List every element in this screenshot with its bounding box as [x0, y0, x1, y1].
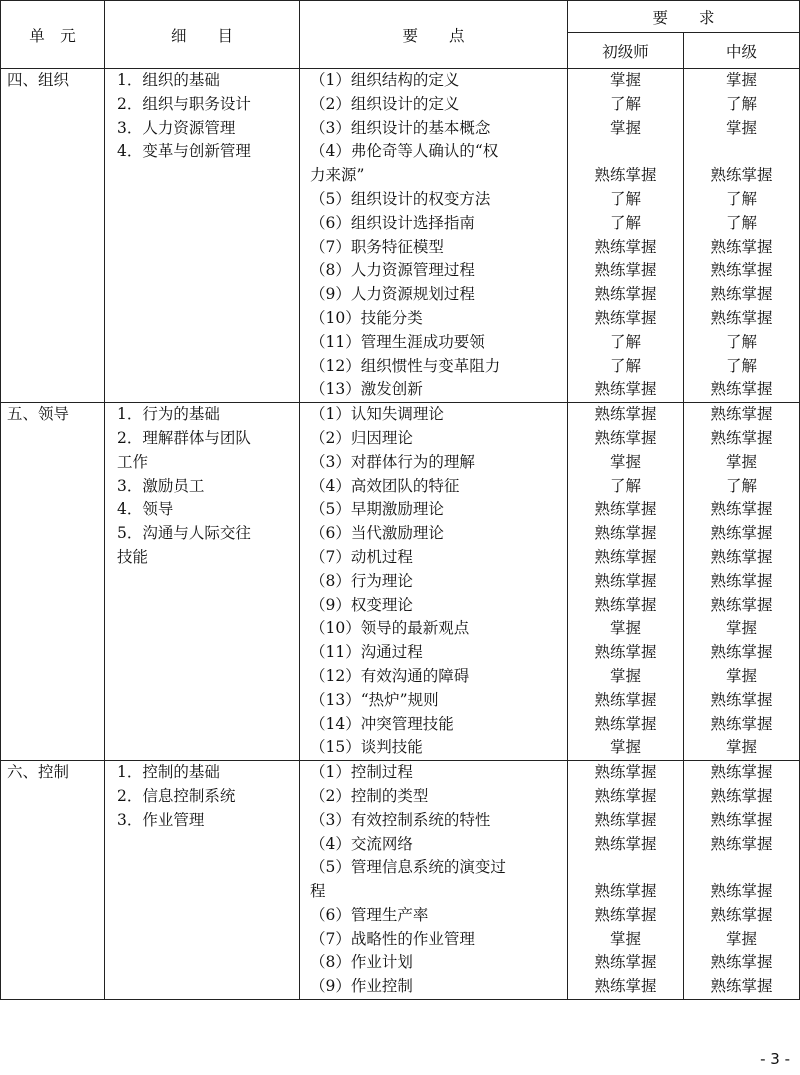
key-point: （14）冲突管理技能: [310, 714, 454, 733]
mid-level: 了解: [726, 332, 758, 351]
junior-level: 熟练掌握: [594, 524, 657, 543]
sub-item: 3．人力资源管理: [117, 118, 236, 137]
spacer: [568, 140, 683, 164]
junior-level: 了解: [609, 189, 641, 208]
key-point: （6）管理生产率: [310, 905, 429, 924]
key-point: （2）控制的类型: [310, 786, 429, 805]
key-point: （11）沟通过程: [310, 643, 423, 662]
unit-cell: [1, 69, 105, 403]
junior-level: 熟练掌握: [594, 547, 657, 566]
junior-level: 熟练掌握: [594, 500, 657, 519]
mid-level: 熟练掌握: [710, 977, 773, 996]
key-point: （9）作业控制: [310, 977, 413, 996]
mid-level: 熟练掌握: [710, 786, 773, 805]
mid-level: 掌握: [726, 738, 758, 757]
unit-cell: [1, 761, 105, 1000]
key-point: （4）交流网络: [310, 834, 413, 853]
mid-level: 了解: [726, 94, 758, 113]
sub-item: 4．领导: [117, 500, 174, 519]
junior-level: 熟练掌握: [594, 714, 657, 733]
junior-level: 熟练掌握: [594, 953, 657, 972]
sub-item: 4．变革与创新管理: [117, 142, 251, 161]
key-point: （5）早期激励理论: [310, 500, 444, 519]
mid-level: 熟练掌握: [710, 595, 773, 614]
junior-level: 了解: [609, 213, 641, 232]
sub-item: 2．信息控制系统: [117, 786, 236, 805]
junior-level: 熟练掌握: [594, 834, 657, 853]
mid-level: 熟练掌握: [710, 882, 773, 901]
section-row: [1, 69, 800, 403]
junior-level: 熟练掌握: [594, 786, 657, 805]
junior-level: 熟练掌握: [594, 285, 657, 304]
junior-level: 熟练掌握: [594, 166, 657, 185]
sub-item: 3．作业管理: [117, 810, 205, 829]
header-mid: 中级: [684, 33, 800, 69]
key-points-cell: [300, 403, 568, 761]
junior-level: 了解: [609, 356, 641, 375]
header-junior: 初级师: [568, 33, 684, 69]
junior-level: 熟练掌握: [594, 905, 657, 924]
sub-item: 5．沟通与人际交往: [117, 524, 251, 543]
junior-requirement-cell: [568, 761, 684, 1000]
key-point: 程: [310, 882, 326, 901]
sub-items-cell: [105, 69, 300, 403]
junior-level: 熟练掌握: [594, 308, 657, 327]
mid-level: 熟练掌握: [710, 237, 773, 256]
header-key: 要 点: [300, 1, 568, 69]
key-point: （1）控制过程: [310, 763, 413, 782]
mid-level: 熟练掌握: [710, 763, 773, 782]
sub-item: 工作: [117, 452, 149, 471]
junior-level: 掌握: [609, 118, 641, 137]
mid-level: 熟练掌握: [710, 571, 773, 590]
header-row: [1, 1, 800, 33]
mid-level: 熟练掌握: [710, 643, 773, 662]
key-point: （8）作业计划: [310, 953, 413, 972]
header-sub: 细 目: [105, 1, 300, 69]
sub-item: 技能: [117, 547, 149, 566]
key-point: （3）组织设计的基本概念: [310, 118, 491, 137]
mid-level: 熟练掌握: [710, 308, 773, 327]
mid-requirement-cell: [684, 69, 800, 403]
mid-level: 熟练掌握: [710, 428, 773, 447]
mid-level: 熟练掌握: [710, 261, 773, 280]
unit-label: 五、领导: [7, 405, 70, 424]
mid-level: 掌握: [726, 929, 758, 948]
mid-level: 熟练掌握: [710, 524, 773, 543]
key-point: （13）“热炉”规则: [310, 690, 439, 709]
key-point: （15）谈判技能: [310, 738, 423, 757]
mid-level: 熟练掌握: [710, 810, 773, 829]
junior-requirement-cell: [568, 69, 684, 403]
junior-level: 熟练掌握: [594, 810, 657, 829]
junior-level: 熟练掌握: [594, 690, 657, 709]
junior-level: 掌握: [609, 71, 641, 89]
key-point: （7）动机过程: [310, 547, 413, 566]
junior-level: 熟练掌握: [594, 595, 657, 614]
section-row: [1, 761, 800, 1000]
junior-level: 熟练掌握: [594, 571, 657, 590]
spacer: [684, 856, 799, 880]
mid-level: 熟练掌握: [710, 166, 773, 185]
key-point: （9）人力资源规划过程: [310, 285, 475, 304]
mid-level: 掌握: [726, 71, 758, 89]
junior-level: 了解: [609, 332, 641, 351]
mid-level: 熟练掌握: [710, 834, 773, 853]
key-point: 力来源”: [310, 166, 365, 185]
key-point: （12）组织惯性与变革阻力: [310, 356, 501, 375]
mid-level: 熟练掌握: [710, 905, 773, 924]
junior-level: 熟练掌握: [594, 405, 657, 424]
junior-level: 熟练掌握: [594, 643, 657, 662]
junior-level: 掌握: [609, 929, 641, 948]
spacer: [568, 856, 683, 880]
sub-items-cell: [105, 761, 300, 1000]
junior-level: 熟练掌握: [594, 261, 657, 280]
key-points-cell: [300, 761, 568, 1000]
key-point: （1）认知失调理论: [310, 405, 444, 424]
key-points-cell: [300, 69, 568, 403]
table-body: [1, 69, 800, 1000]
mid-level: 掌握: [726, 666, 758, 685]
junior-level: 掌握: [609, 452, 641, 471]
key-point: （8）行为理论: [310, 571, 413, 590]
mid-level: 了解: [726, 356, 758, 375]
mid-level: 熟练掌握: [710, 285, 773, 304]
junior-level: 熟练掌握: [594, 237, 657, 256]
unit-label: 四、组织: [7, 71, 70, 89]
header-requirement: 要 求: [568, 1, 800, 33]
key-point: （4）高效团队的特征: [310, 476, 460, 495]
key-point: （13）激发创新: [310, 380, 423, 399]
mid-level: 熟练掌握: [710, 953, 773, 972]
mid-level: 熟练掌握: [710, 714, 773, 733]
key-point: （1）组织结构的定义: [310, 71, 460, 89]
sub-item: 2．组织与职务设计: [117, 94, 251, 113]
junior-level: 掌握: [609, 738, 641, 757]
unit-label: 六、控制: [7, 763, 70, 782]
mid-level: 掌握: [726, 452, 758, 471]
junior-level: 熟练掌握: [594, 763, 657, 782]
key-point: （2）组织设计的定义: [310, 94, 460, 113]
mid-level: 熟练掌握: [710, 380, 773, 399]
sub-item: 3．激励员工: [117, 476, 205, 495]
sub-item: 2．理解群体与团队: [117, 428, 251, 447]
mid-level: 熟练掌握: [710, 690, 773, 709]
key-point: （7）战略性的作业管理: [310, 929, 475, 948]
key-point: （6）组织设计选择指南: [310, 213, 475, 232]
sub-item: 1．行为的基础: [117, 405, 220, 424]
junior-level: 掌握: [609, 666, 641, 685]
junior-level: 掌握: [609, 619, 641, 638]
junior-requirement-cell: [568, 403, 684, 761]
mid-level: 了解: [726, 476, 758, 495]
mid-level: 熟练掌握: [710, 405, 773, 424]
mid-level: 熟练掌握: [710, 500, 773, 519]
key-point: （2）归因理论: [310, 428, 413, 447]
key-point: （12）有效沟通的障碍: [310, 666, 470, 685]
mid-requirement-cell: [684, 403, 800, 761]
sub-item: 1．控制的基础: [117, 763, 220, 782]
key-point: （4）弗伦奇等人确认的“权: [310, 142, 499, 161]
mid-level: 熟练掌握: [710, 547, 773, 566]
mid-level: 了解: [726, 189, 758, 208]
section-row: [1, 403, 800, 761]
key-point: （3）对群体行为的理解: [310, 452, 475, 471]
spacer: [684, 140, 799, 164]
header-unit: 单 元: [1, 1, 105, 69]
junior-level: 熟练掌握: [594, 977, 657, 996]
junior-level: 熟练掌握: [594, 380, 657, 399]
mid-level: 掌握: [726, 619, 758, 638]
junior-level: 熟练掌握: [594, 882, 657, 901]
junior-level: 了解: [609, 94, 641, 113]
key-point: （8）人力资源管理过程: [310, 261, 475, 280]
mid-level: 了解: [726, 213, 758, 232]
key-point: （9）权变理论: [310, 595, 413, 614]
junior-level: 了解: [609, 476, 641, 495]
key-point: （3）有效控制系统的特性: [310, 810, 491, 829]
page-number: - 3 -: [760, 1050, 790, 1068]
key-point: （5）管理信息系统的演变过: [310, 858, 506, 877]
sub-item: 1．组织的基础: [117, 71, 220, 89]
key-point: （5）组织设计的权变方法: [310, 189, 491, 208]
key-point: （7）职务特征模型: [310, 237, 444, 256]
unit-cell: [1, 403, 105, 761]
key-point: （10）领导的最新观点: [310, 619, 470, 638]
key-point: （10）技能分类: [310, 308, 423, 327]
key-point: （6）当代激励理论: [310, 524, 444, 543]
sub-items-cell: [105, 403, 300, 761]
mid-requirement-cell: [684, 761, 800, 1000]
mid-level: 掌握: [726, 118, 758, 137]
key-point: （11）管理生涯成功要领: [310, 332, 485, 351]
junior-level: 熟练掌握: [594, 428, 657, 447]
